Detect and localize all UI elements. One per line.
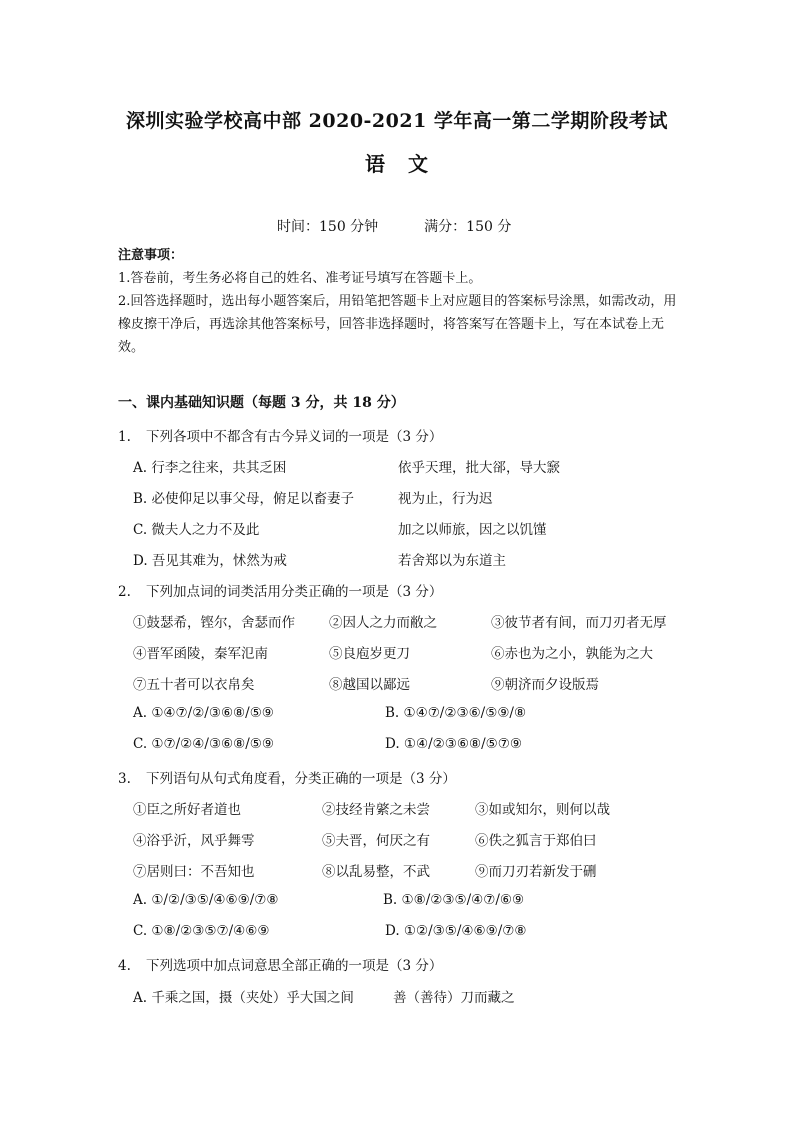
item: ②因人之力而敝之 (329, 615, 437, 631)
choice: C. ①⑧/②③⑤⑦/④⑥⑨ (133, 923, 270, 939)
note-item: 2.回答选择题时，选出每小题答案后，用铅笔把答题卡上对应题目的答案标号涂黑，如需改动，用橡皮擦干净后，再选涂其他答案标号，回答非选择题时，将答案写在答题卡上，写在本试卷上无效。 (118, 294, 677, 355)
exam-info (277, 216, 511, 236)
choice: C. ①⑦/②④/③⑥⑧/⑤⑨ (133, 736, 274, 752)
item: ③彼节者有间，而刀刃者无厚 (491, 615, 667, 631)
section-heading: 一、课内基础知识题（每题 3 分，共 18 分） (118, 395, 405, 411)
option: 若舍郑以为东道主 (398, 553, 506, 569)
item: ④浴乎沂，风乎舞雩 (133, 833, 255, 849)
item: ①鼓瑟希，铿尔，舍瑟而作 (133, 615, 295, 631)
choice: B. ①⑧/②③⑤/④⑦/⑥⑨ (383, 892, 525, 908)
note-item: 1.答卷前，考生务必将自己的姓名、准考证号填写在答题卡上。 (118, 271, 482, 286)
question-number: 4. (118, 958, 131, 974)
time-limit: 时间：150 分钟 (277, 219, 379, 235)
question-4 (118, 954, 442, 974)
subject-char: 文 (408, 152, 429, 176)
item: ⑦居则曰：不吾知也 (133, 864, 255, 880)
subject-char: 语 (365, 152, 386, 176)
exam-title: 深圳实验学校高中部 2020-2021 学年高一第二学期阶段考试 (126, 110, 668, 132)
item: ⑤良庖岁更刀 (329, 646, 410, 662)
full-score: 满分：150 分 (424, 219, 512, 235)
option: B. 必使仰足以事父母，俯足以畜妻子 (133, 491, 355, 507)
subject-heading (0, 148, 794, 177)
item: ③如或知尔，则何以哉 (475, 802, 610, 818)
option: 视为止，行为迟 (398, 491, 493, 507)
question-number: 2. (118, 584, 131, 600)
question-3 (118, 767, 456, 787)
item: ②技经肯綮之未尝 (322, 802, 430, 818)
item: ⑧越国以鄙远 (329, 677, 410, 693)
option: D. 吾见其难为，怵然为戒 (133, 553, 287, 569)
notes-heading: 注意事项： (118, 248, 184, 263)
choice: A. ①/②/③⑤/④⑥⑨/⑦⑧ (133, 892, 279, 908)
question-stem: 下列加点词的词类活用分类正确的一项是（3 分） (146, 584, 443, 600)
notes (118, 244, 678, 359)
item: ⑨朝济而夕设版焉 (491, 677, 599, 693)
item: ⑧以乱易整，不武 (322, 864, 430, 880)
option: 依乎天理，批大郤，导大窾 (398, 460, 560, 476)
item: ⑥赤也为之小，孰能为之大 (491, 646, 653, 662)
option: A. 千乘之国，摄（夹处）乎大国之间 (133, 990, 354, 1006)
choice: B. ①④⑦/②③⑥/⑤⑨/⑧ (385, 705, 527, 721)
choice: D. ①④/②③⑥⑧/⑤⑦⑨ (385, 736, 522, 752)
option: 善（善待）刀而藏之 (393, 990, 515, 1006)
question-stem: 下列语句从句式角度看，分类正确的一项是（3 分） (146, 771, 456, 787)
option: 加之以师旅，因之以饥馑 (398, 522, 547, 538)
question-2 (118, 580, 442, 600)
item: ①臣之所好者道也 (133, 802, 241, 818)
item: ⑨而刀刃若新发于硎 (475, 864, 597, 880)
question-stem: 下列各项中不都含有古今异义词的一项是（3 分） (146, 429, 443, 445)
question-1 (118, 425, 442, 445)
item: ⑦五十者可以衣帛矣 (133, 677, 255, 693)
option: A. 行李之往来，共其乏困 (133, 460, 287, 476)
option: C. 微夫人之力不及此 (133, 522, 260, 538)
question-number: 1. (118, 429, 131, 445)
choice: A. ①④⑦/②/③⑥⑧/⑤⑨ (133, 705, 274, 721)
item: ④晋军函陵，秦军氾南 (133, 646, 268, 662)
item: ⑤夫晋，何厌之有 (322, 833, 430, 849)
item: ⑥佚之狐言于郑伯曰 (475, 833, 597, 849)
choice: D. ①②/③⑤/④⑥⑨/⑦⑧ (385, 923, 527, 939)
question-stem: 下列选项中加点词意思全部正确的一项是（3 分） (146, 958, 443, 974)
question-number: 3. (118, 771, 131, 787)
